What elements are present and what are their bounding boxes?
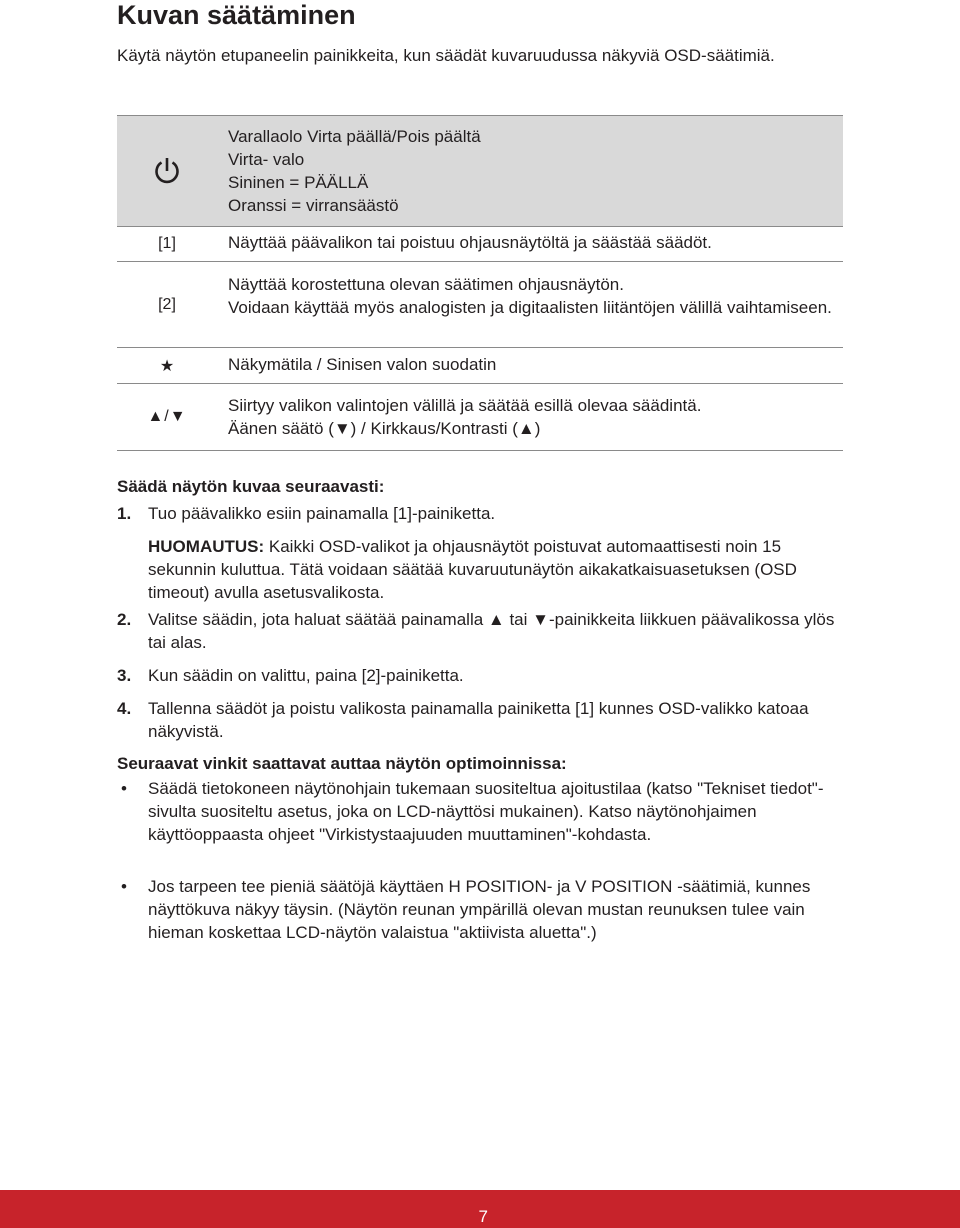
bullet: • [121,877,127,896]
control-row-viewmode [117,348,843,384]
power-icon [153,156,181,186]
control-line: Näyttää päävalikon tai poistuu ohjausnäytöltä ja säästää säädöt. [228,233,712,252]
control-line: Oranssi = virransäästö [228,196,399,215]
control-line: Varallaolo Virta päällä/Pois päältä [228,127,481,146]
control-description [217,116,843,226]
controls-table [117,115,843,451]
page-title: Kuvan säätäminen [117,0,356,30]
control-description [217,348,843,383]
control-row-select [117,262,843,348]
step-item [117,697,847,743]
control-line: Siirtyy valikon valintojen välillä ja säätää esillä olevaa säädintä. [228,396,702,415]
tip-text: Säädä tietokoneen näytönohjain tukemaan suositeltua ajoitustilaa (katso "Tekniset tiedot"-sivulta suositeltu asetus, joka on LCD-näyttösi mukainen). Katso näytönohjaimen käyttöoppaasta ohjeet "Virkistystaajuuden muuttaminen"-kohdasta. [148,779,824,844]
control-row-arrows [117,384,843,451]
control-key: [1] [158,235,176,252]
control-row-power [117,116,843,227]
control-key [117,116,217,226]
tip-item [117,777,847,846]
control-key: [2] [158,295,176,313]
control-description [217,227,843,261]
step-number: 3. [117,666,132,685]
adjust-heading: Säädä näytön kuvaa seuraavasti: [117,477,385,496]
step-text: Tallenna säädöt ja poistu valikosta painamalla painiketta [1] kunnes OSD-valikko katoaa näkyvistä. [148,699,809,741]
step-text: Kun säädin on valittu, paina [2]-painiketta. [148,666,464,685]
tips-heading: Seuraavat vinkit saattavat auttaa näytön optimoinnissa: [117,754,567,773]
step-number: 4. [117,699,132,718]
control-line: Näyttää korostettuna olevan säätimen ohjausnäytön. [228,275,624,294]
step-item [117,664,847,687]
up-down-arrows-icon: ▲/▼ [147,408,187,425]
note-text: Kaikki OSD-valikot ja ohjausnäytöt poistuvat automaattisesti noin 15 sekunnin kuluttua. Tätä voidaan säätää kuvaruutunäytön aikakatkaisuasetuksen (OSD timeout) avulla asetusvalikosta. [148,537,797,602]
step-text: Valitse säädin, jota haluat säätää painamalla ▲ tai ▼-painikkeita liikkuen päävalikossa ylös tai alas. [148,610,835,652]
step-text: Tuo päävalikko esiin painamalla [1]-painiketta. [148,504,496,523]
intro-text: Käytä näytön etupaneelin painikkeita, kun säädät kuvaruudussa näkyviä OSD-säätimiä. [117,46,775,65]
control-description [217,384,843,450]
control-line: Äänen säätö (▼) / Kirkkaus/Kontrasti (▲) [228,419,541,438]
control-line: Virta- valo [228,150,305,169]
star-icon: ★ [159,357,175,375]
tip-item [117,875,847,944]
page-number: 7 [478,1207,488,1226]
step-item [117,502,847,525]
control-line: Sininen = PÄÄLLÄ [228,173,369,192]
step-number: 1. [117,504,132,523]
control-description [217,262,843,347]
step-item [117,608,847,654]
control-line: Voidaan käyttää myös analogisten ja digitaalisten liitäntöjen välillä vaihtamiseen. [228,298,832,317]
note-label: HUOMAUTUS: [148,537,265,556]
tip-text: Jos tarpeen tee pieniä säätöjä käyttäen H POSITION- ja V POSITION -säätimiä, kunnes näyttökuva näkyy täysin. (Näytön reunan ympärillä olevan mustan reunuksen tulee vain hieman koskettaa LCD-näytön valaistua "aktiivista aluetta".) [148,877,811,942]
step-number: 2. [117,610,132,629]
control-row-menu [117,227,843,262]
note-block [148,535,828,604]
control-line: Näkymätila / Sinisen valon suodatin [228,355,497,374]
bullet: • [121,779,127,798]
